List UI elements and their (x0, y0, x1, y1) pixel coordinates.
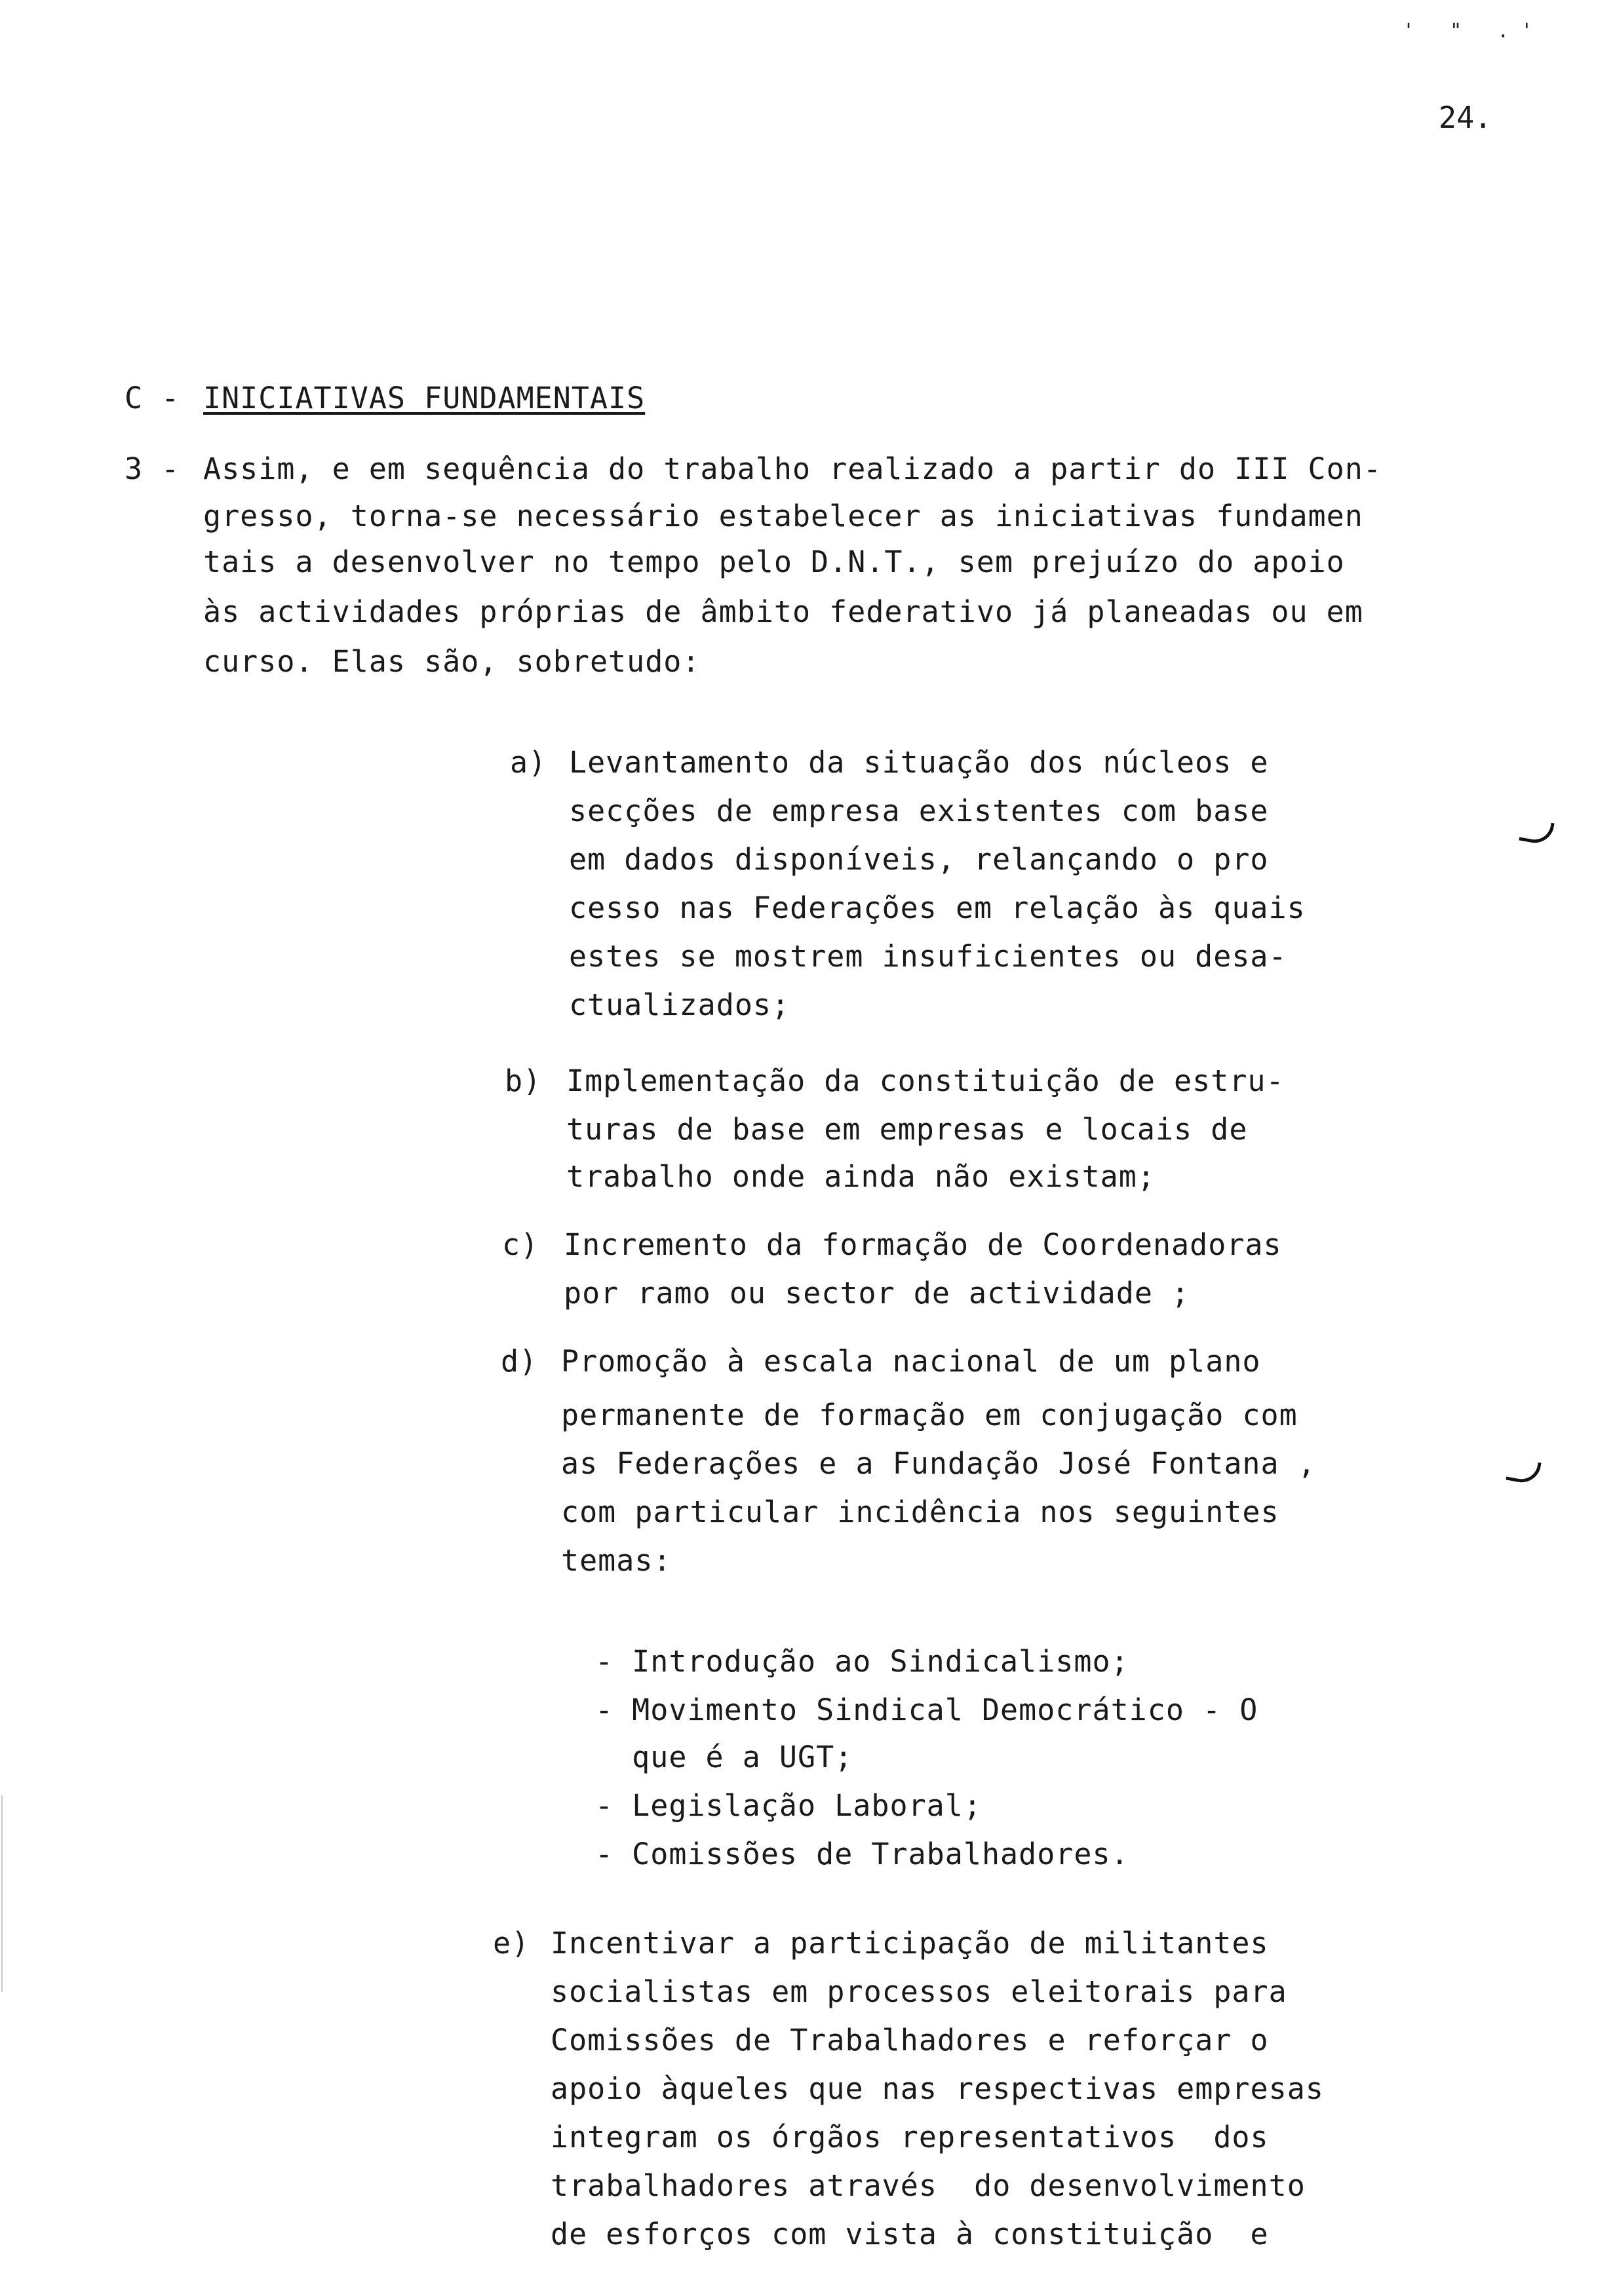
item-d-line: temas: (561, 1543, 672, 1578)
paragraph-line: gresso, torna-se necessário estabelecer as iniciativas fundamen (203, 499, 1363, 533)
item-d-line: permanente de formação em conjugação com (561, 1398, 1298, 1432)
item-b-line: turas de base em empresas e locais de (566, 1112, 1248, 1147)
item-d-line: as Federações e a Fundação José Fontana , (561, 1446, 1316, 1481)
item-e-line: Comissões de Trabalhadores e reforçar o (551, 2023, 1269, 2057)
topic-item: - Legislação Laboral; (595, 1788, 982, 1823)
section-letter: C - (125, 381, 180, 415)
item-d-line: com particular incidência nos seguintes (561, 1495, 1279, 1529)
topic-item: - Movimento Sindical Democrático - O (595, 1693, 1258, 1727)
topic-item: - Introdução ao Sindicalismo; (595, 1644, 1129, 1679)
item-d-label: d) (501, 1344, 538, 1379)
item-e-line: socialistas em processos eleitorais para (551, 1974, 1287, 2009)
item-a-line: estes se mostrem insuficientes ou desa- (569, 939, 1287, 974)
item-b-line: trabalho onde ainda não existam; (566, 1159, 1156, 1194)
item-d-line: Promoção à escala nacional de um plano (561, 1344, 1261, 1379)
item-e-line: integram os órgãos representativos dos (551, 2120, 1269, 2154)
item-a-line: em dados disponíveis, relançando o pro (569, 842, 1269, 877)
scan-margin-line (1, 1795, 3, 1992)
item-a-label: a) (510, 745, 547, 780)
item-e-line: de esforços com vista à constituição e (551, 2217, 1269, 2251)
corner-marks: ' " .' (1403, 20, 1545, 43)
item-c-line: Incremento da formação de Coordenadoras (564, 1227, 1282, 1262)
paragraph-line: às actividades próprias de âmbito federativo já planeadas ou em (203, 594, 1363, 629)
item-e-line: trabalhadores através do desenvolvimento (551, 2168, 1306, 2203)
item-a-line: Levantamento da situação dos núcleos e (569, 745, 1269, 780)
paragraph-line: tais a desenvolver no tempo pelo D.N.T., sem prejuízo do apoio (203, 545, 1345, 579)
paragraph-line: Assim, e em sequência do trabalho realizado a partir do III Con- (203, 451, 1382, 486)
topic-item: que é a UGT; (595, 1740, 853, 1774)
item-e-line: apoio àqueles que nas respectivas empresas (551, 2071, 1324, 2106)
item-b-label: b) (505, 1063, 542, 1098)
page-number: 24. (1439, 100, 1492, 135)
handwritten-tick-mark (1506, 1457, 1541, 1485)
topic-item: - Comissões de Trabalhadores. (595, 1837, 1129, 1871)
item-e-line: Incentivar a participação de militantes (551, 1926, 1269, 1961)
item-a-line: cesso nas Federações em relação às quais (569, 890, 1306, 925)
item-a-line: ctualizados; (569, 987, 790, 1022)
paragraph-number: 3 - (125, 451, 180, 486)
item-e-label: e) (493, 1926, 530, 1961)
item-c-line: por ramo ou sector de actividade ; (564, 1276, 1190, 1311)
handwritten-tick-mark (1519, 818, 1554, 846)
item-b-line: Implementação da constituição de estru- (566, 1063, 1285, 1098)
paragraph-line: curso. Elas são, sobretudo: (203, 644, 701, 679)
section-title: INICIATIVAS FUNDAMENTAIS (203, 381, 646, 415)
item-c-label: c) (502, 1227, 539, 1262)
item-a-line: secções de empresa existentes com base (569, 794, 1269, 828)
